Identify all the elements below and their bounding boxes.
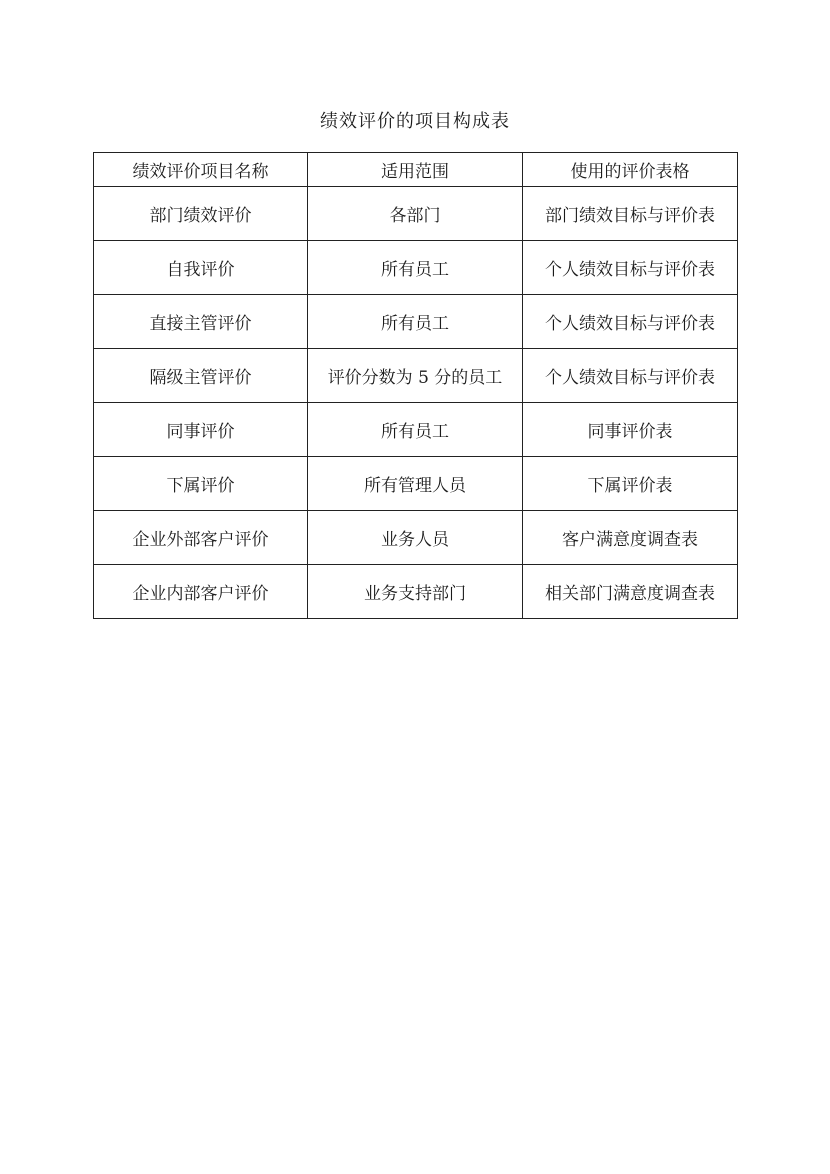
cell-item-name: 企业内部客户评价: [94, 565, 308, 619]
cell-form: 个人绩效目标与评价表: [523, 241, 738, 295]
cell-form: 部门绩效目标与评价表: [523, 187, 738, 241]
cell-item-name: 直接主管评价: [94, 295, 308, 349]
cell-form: 同事评价表: [523, 403, 738, 457]
cell-scope: 所有员工: [308, 295, 523, 349]
cell-form: 下属评价表: [523, 457, 738, 511]
table-row: [94, 457, 738, 511]
table-row: [94, 241, 738, 295]
table-row: [94, 295, 738, 349]
table-row: [94, 187, 738, 241]
cell-form: 客户满意度调查表: [523, 511, 738, 565]
cell-scope: 所有员工: [308, 241, 523, 295]
header-form: 使用的评价表格: [523, 153, 738, 187]
cell-item-name: 企业外部客户评价: [94, 511, 308, 565]
table-row: [94, 565, 738, 619]
cell-item-name: 自我评价: [94, 241, 308, 295]
table-row: [94, 403, 738, 457]
evaluation-items-table: [93, 152, 738, 619]
cell-form: 个人绩效目标与评价表: [523, 349, 738, 403]
cell-item-name: 同事评价: [94, 403, 308, 457]
cell-scope: 所有管理人员: [308, 457, 523, 511]
table-row: [94, 349, 738, 403]
table-header-row: [94, 153, 738, 187]
cell-scope: 业务支持部门: [308, 565, 523, 619]
cell-item-name: 部门绩效评价: [94, 187, 308, 241]
cell-scope: 业务人员: [308, 511, 523, 565]
header-item-name: 绩效评价项目名称: [94, 153, 308, 187]
cell-item-name: 下属评价: [94, 457, 308, 511]
page-title: 绩效评价的项目构成表: [320, 111, 510, 132]
header-scope: 适用范围: [308, 153, 523, 187]
cell-form: 相关部门满意度调查表: [523, 565, 738, 619]
cell-scope: 评价分数为 5 分的员工: [308, 349, 523, 403]
cell-scope: 各部门: [308, 187, 523, 241]
cell-item-name: 隔级主管评价: [94, 349, 308, 403]
cell-form: 个人绩效目标与评价表: [523, 295, 738, 349]
table-row: [94, 511, 738, 565]
cell-scope: 所有员工: [308, 403, 523, 457]
